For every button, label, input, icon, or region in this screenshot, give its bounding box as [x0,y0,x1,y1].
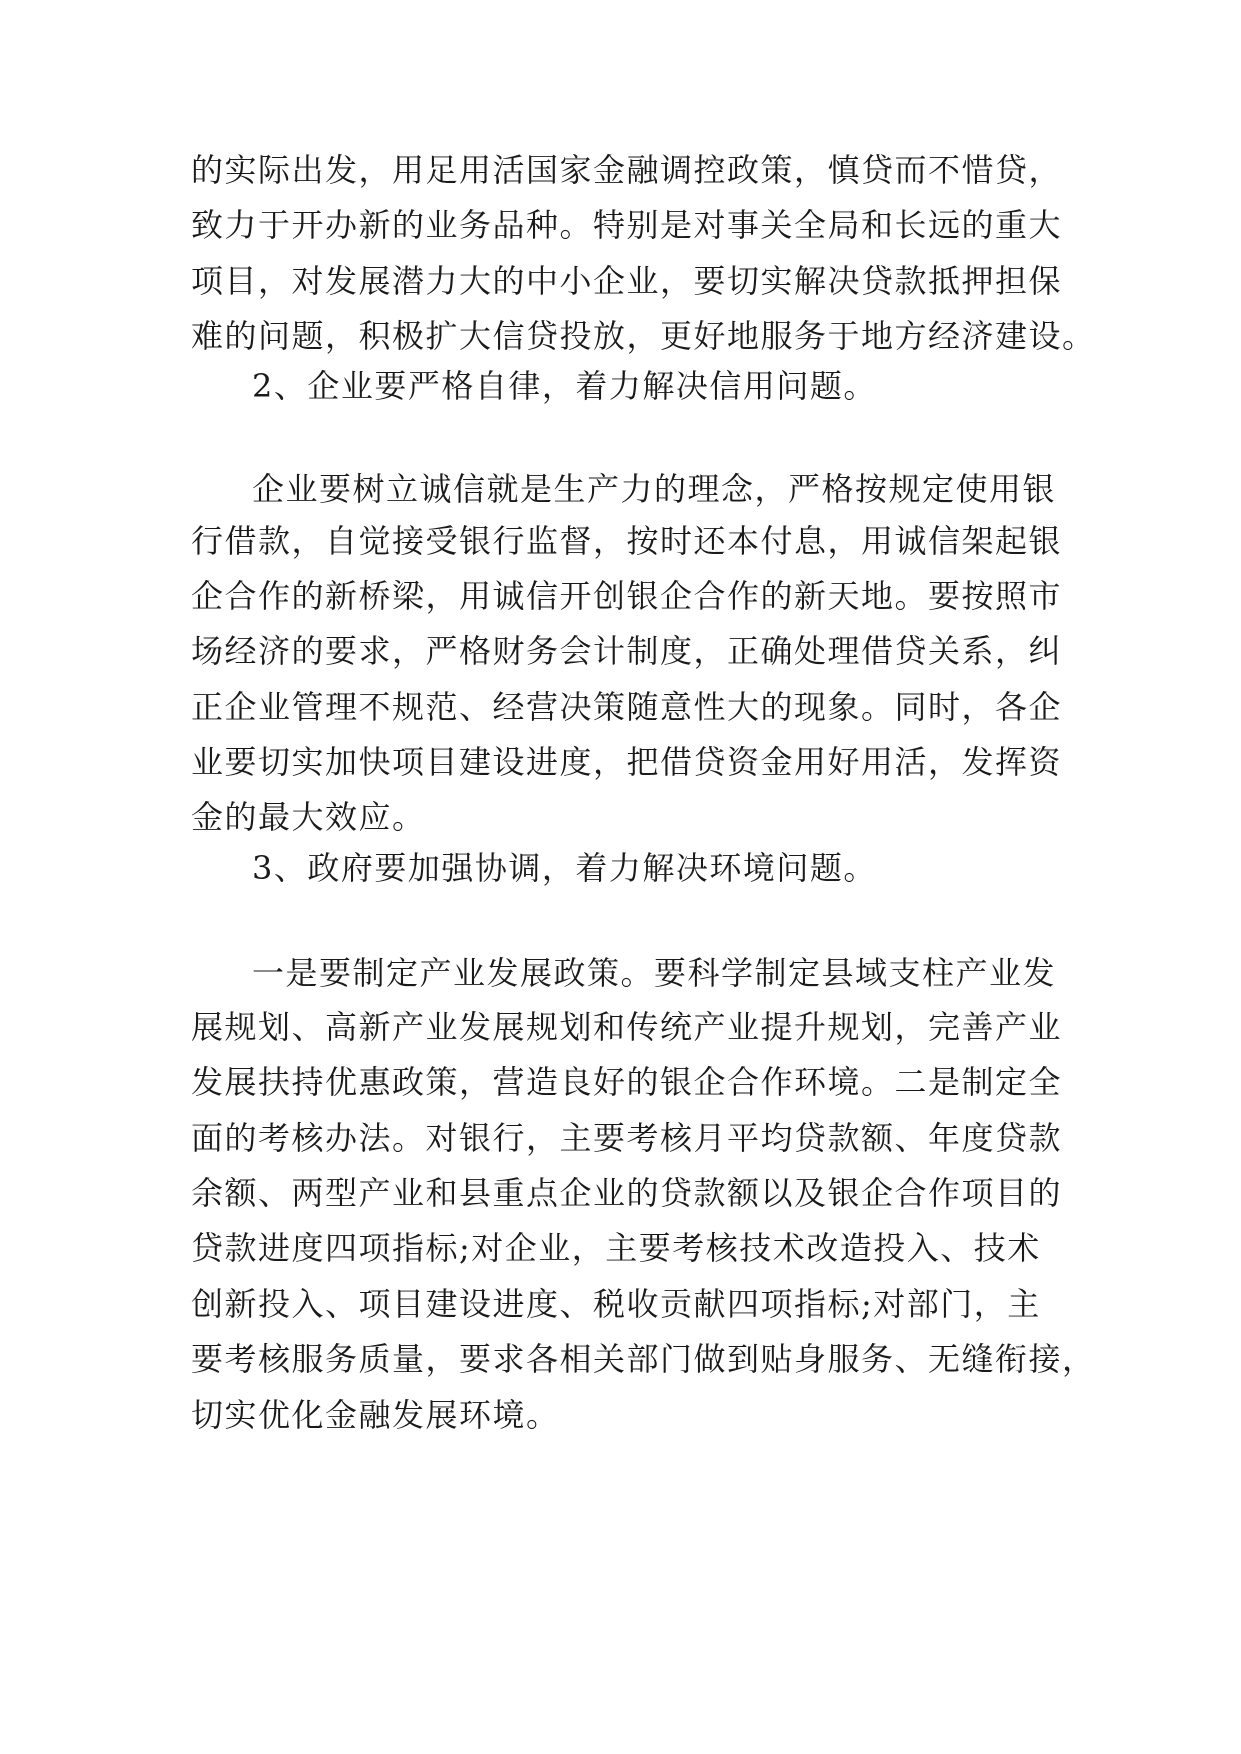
text-line: 创新投入、项目建设进度、税收贡献四项指标;对部门，主 [191,1285,1041,1323]
text-line: 致力于开办新的业务品种。特别是对事关全局和长远的重大 [191,206,1063,244]
text-line: 企合作的新桥梁，用诚信开创银企合作的新天地。要按照市 [191,577,1063,615]
section-heading: 2、企业要严格自律，着力解决信用问题。 [252,367,877,405]
text-line: 面的考核办法。对银行，主要考核月平均贷款额、年度贷款 [191,1119,1063,1157]
text-line: 企业要树立诚信就是生产力的理念，严格按规定使用银 [252,470,1057,508]
text-line: 行借款，自觉接受银行监督，按时还本付息，用诚信架起银 [191,522,1063,560]
text-line: 贷款进度四项指标;对企业，主要考核技术改造投入、技术 [191,1229,1041,1267]
text-line: 一是要制定产业发展政策。要科学制定县域支柱产业发 [252,954,1057,992]
text-line: 项目，对发展潜力大的中小企业，要切实解决贷款抵押担保 [191,262,1063,300]
text-line: 正企业管理不规范、经营决策随意性大的现象。同时，各企 [191,688,1063,726]
text-line: 场经济的要求，严格财务会计制度，正确处理借贷关系，纠 [191,632,1063,670]
text-line: 难的问题，积极扩大信贷投放，更好地服务于地方经济建设。 [191,317,1096,355]
text-line: 发展扶持优惠政策，营造良好的银企合作环境。二是制定全 [191,1063,1063,1101]
text-line: 展规划、高新产业发展规划和传统产业提升规划，完善产业 [191,1008,1063,1046]
text-line: 余额、两型产业和县重点企业的贷款额以及银企合作项目的 [191,1174,1063,1212]
text-line: 的实际出发，用足用活国家金融调控政策，慎贷而不惜贷， [191,151,1063,189]
section-heading: 3、政府要加强协调，着力解决环境问题。 [252,849,877,887]
text-line: 业要切实加快项目建设进度，把借贷资金用好用活，发挥资 [191,743,1063,781]
text-line: 切实优化金融发展环境。 [191,1396,560,1434]
text-line: 要考核服务质量，要求各相关部门做到贴身服务、无缝衔接， [191,1340,1096,1378]
text-line: 金的最大效应。 [191,798,426,836]
